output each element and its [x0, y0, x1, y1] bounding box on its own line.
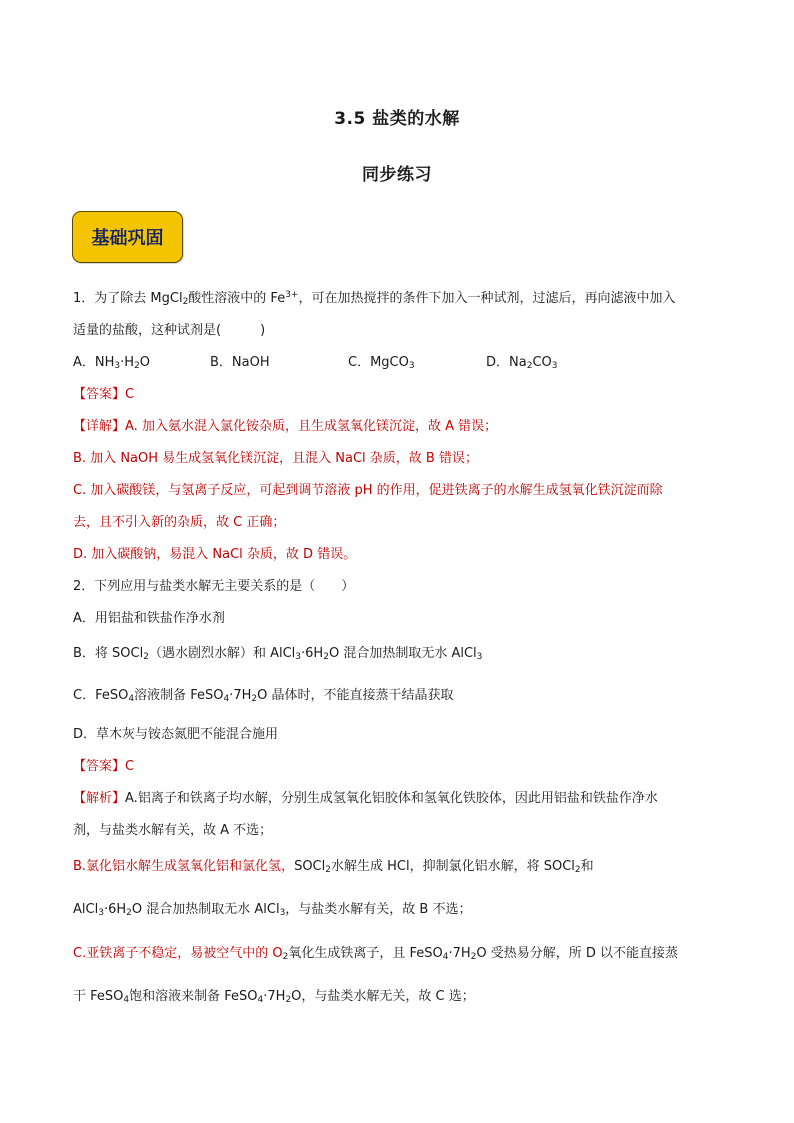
- q2-analysis-a1: [73, 790, 658, 808]
- page-title: 3.5 盐类的水解: [334, 109, 460, 129]
- q2-stem: 2．下列应用与盐类水解无主要关系的是（ ）: [73, 579, 355, 594]
- option-text: ·7H: [229, 688, 252, 703]
- q1-option-a: [73, 354, 150, 372]
- option-text: （遇水剧烈水解）和 AlCl: [148, 646, 296, 661]
- option-text: O 晶体时，不能直接蒸干结晶获取: [257, 688, 454, 703]
- answer-tag: 【答案】: [73, 387, 126, 402]
- option-text: D．Na: [486, 355, 527, 370]
- subscript: 3: [295, 652, 302, 662]
- q1-detail-c1: C. 加入碳酸镁，与氢离子反应，可起到调节溶液 pH 的作用，促进铁离子的水解生成氢氧化铁沉淀而除: [73, 483, 663, 498]
- option-text: ·6H: [301, 646, 324, 661]
- q2-analysis-a2: 剂，与盐类水解有关，故 A 不选；: [73, 823, 273, 838]
- option-text: 溶液制备 FeSO: [134, 688, 224, 703]
- analysis-text: O，与盐类水解无关，故 C 选；: [291, 989, 475, 1004]
- subscript: 2: [526, 361, 533, 371]
- q1-answer: [73, 386, 134, 404]
- q2-option-b: [73, 645, 482, 663]
- subscript: 2: [251, 694, 258, 704]
- analysis-text: B.氯化铝水解生成氢氧化铝和氯化氢，: [73, 859, 295, 874]
- q1-detail-d: D. 加入碳酸钠，易混入 NaCl 杂质，故 D 错误。: [73, 547, 357, 562]
- q1-stem-text: ，可在加热搅拌的条件下加入一种试剂，过滤后，再向滤液中加入: [298, 291, 676, 306]
- analysis-text: ，与盐类水解有关，故 B 不选；: [285, 902, 472, 917]
- analysis-text: O 混合加热制取无水 AlCl: [131, 902, 280, 917]
- subscript: 4: [223, 694, 230, 704]
- superscript: 3+: [285, 290, 299, 300]
- subscript: 3: [551, 361, 558, 371]
- q1-detail-c2: 去，且不引入新的杂质，故 C 正确；: [73, 515, 286, 530]
- answer-value: C: [125, 387, 135, 402]
- section-badge-label: 基础巩固: [91, 228, 164, 249]
- q1-detail-a: [73, 418, 497, 436]
- analysis-text: ·7H: [263, 989, 286, 1004]
- subscript: 2: [134, 361, 140, 371]
- subscript: 2: [143, 652, 149, 662]
- subscript: 2: [325, 865, 331, 875]
- option-text: O 混合加热制取无水 AlCl: [328, 646, 477, 661]
- q1-option-b: B．NaOH: [210, 355, 270, 370]
- subscript: 2: [574, 865, 581, 875]
- subscript: 3: [279, 908, 286, 918]
- q1-stem-line2: 适量的盐酸，这种试剂是( ): [73, 323, 266, 338]
- analysis-text: 干 FeSO: [73, 989, 124, 1004]
- analysis-text: 氧化生成铁离子，且 FeSO: [288, 946, 443, 961]
- q1-stem-text: 1．为了除去 MgCl: [73, 291, 183, 306]
- analysis-text: 饱和溶液来制备 FeSO: [129, 989, 258, 1004]
- q2-analysis-c1: [73, 945, 678, 963]
- q2-option-a: A．用铝盐和铁盐作净水剂: [73, 611, 225, 626]
- answer-tag: 【答案】: [73, 759, 126, 774]
- option-text: C．FeSO: [73, 688, 129, 703]
- option-text: CO: [532, 355, 552, 370]
- q1-option-c: [348, 354, 415, 372]
- q1-stem-line1: [73, 290, 676, 308]
- q2-analysis-c2: [73, 988, 475, 1006]
- q2-analysis-b1: [73, 858, 594, 876]
- subscript: 3: [114, 361, 121, 371]
- analysis-text: SOCl: [294, 859, 326, 874]
- detail-tag: 【详解】: [73, 419, 126, 434]
- q2-answer: [73, 758, 134, 776]
- section-badge: [72, 211, 183, 263]
- subscript: 4: [128, 694, 135, 704]
- analysis-tag: 【解析】: [73, 791, 126, 806]
- analysis-text: A.铝离子和铁离子均水解，分别生成氢氧化铝胶体和氢氧化铁胶体，因此用铝盐和铁盐作净水: [125, 791, 658, 806]
- subscript: 2: [282, 952, 289, 962]
- q1-detail-b: B. 加入 NaOH 易生成氢氧化镁沉淀，且混入 NaCl 杂质，故 B 错误；: [73, 451, 478, 466]
- q1-stem-text: 酸性溶液中的 Fe: [188, 291, 286, 306]
- subscript: 2: [323, 652, 329, 662]
- analysis-text: C.亚铁离子不稳定，易被空气中的 O: [73, 946, 283, 961]
- q2-option-c: [73, 687, 453, 705]
- detail-text: A. 加入氨水混入氯化铵杂质，且生成氢氧化镁沉淀，故 A 错误；: [125, 419, 498, 434]
- page-subtitle: 同步练习: [362, 165, 432, 185]
- option-text: B．将 SOCl: [73, 646, 144, 661]
- analysis-text: 和: [580, 859, 594, 874]
- subscript: 2: [470, 952, 477, 962]
- answer-value: C: [125, 759, 135, 774]
- analysis-text: O 受热易分解，所 D 以不能直接蒸: [476, 946, 678, 961]
- q2-option-d: D．草木灰与铵态氮肥不能混合施用: [73, 727, 279, 742]
- q1-option-d: [486, 354, 557, 372]
- subscript: 3: [98, 908, 104, 918]
- analysis-text: AlCl: [73, 902, 99, 917]
- analysis-text: 水解生成 HCl，抑制氯化铝水解，将 SOCl: [330, 859, 575, 874]
- subscript: 2: [182, 297, 189, 307]
- q2-analysis-b2: [73, 901, 471, 919]
- subscript: 4: [442, 952, 449, 962]
- analysis-text: ·6H: [103, 902, 127, 917]
- option-text: A．NH: [73, 355, 115, 370]
- subscript: 4: [257, 995, 264, 1005]
- subscript: 2: [126, 908, 132, 918]
- option-text: O: [139, 355, 151, 370]
- subscript: 2: [285, 995, 292, 1005]
- subscript: 3: [408, 361, 415, 371]
- analysis-text: ·7H: [448, 946, 471, 961]
- subscript: 4: [123, 995, 130, 1005]
- option-text: C．MgCO: [348, 355, 409, 370]
- subscript: 3: [476, 652, 483, 662]
- option-text: ·H: [120, 355, 135, 370]
